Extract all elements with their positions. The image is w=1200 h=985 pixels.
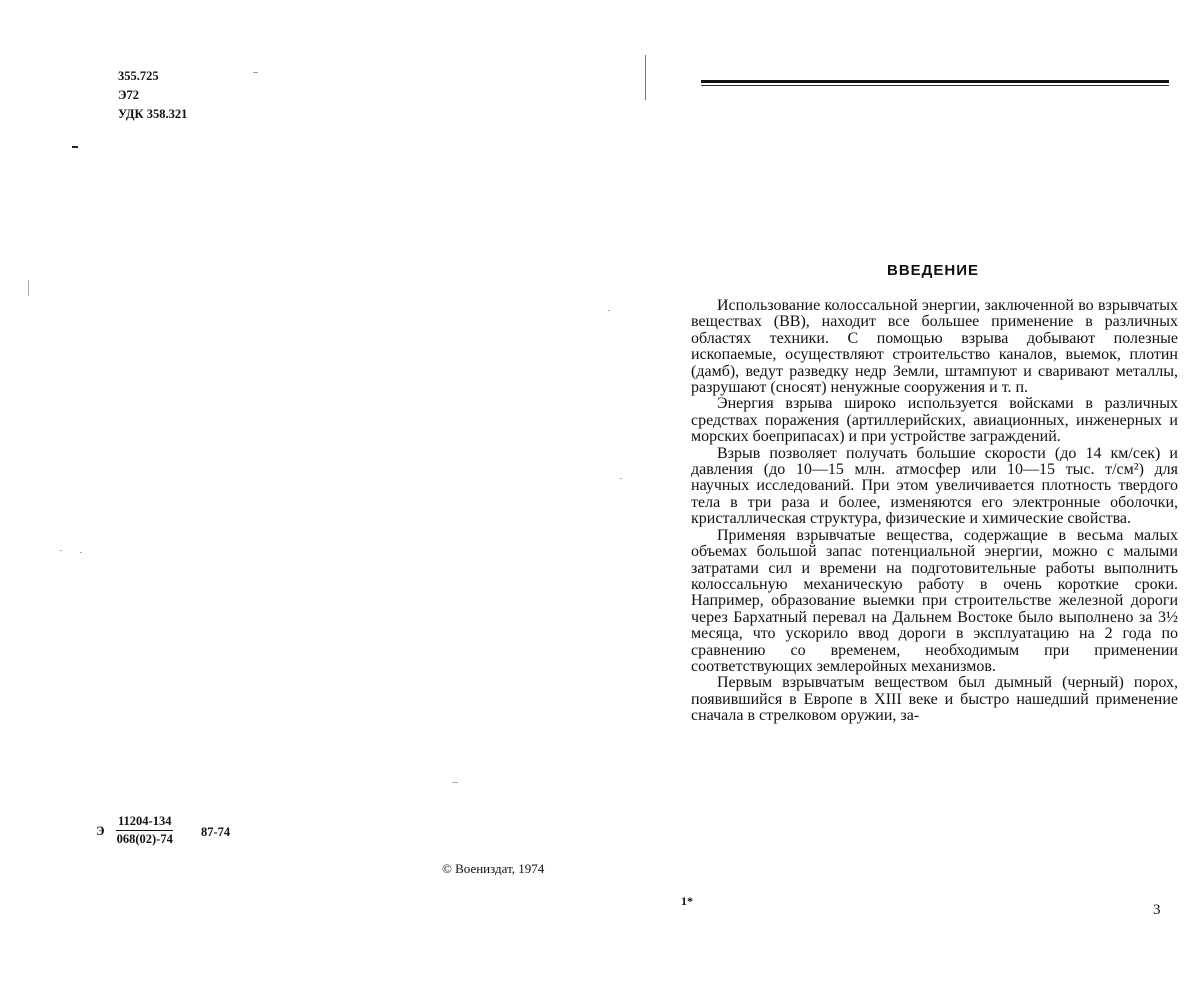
signature-mark: 1* xyxy=(681,894,693,908)
speck xyxy=(620,478,622,479)
page-number: 3 xyxy=(1153,902,1161,918)
speck xyxy=(28,280,29,296)
paragraph: Применяя взрывчатые вещества, содержащие в весьма малых объемах большой запас потенциальной энергии, можно с малыми затратами сил и времени на подготовительные работы выполнить колоссальную механическую работу в очень короткие сроки. Например, образование выемки при строительстве железной дороги через Бархатный перевал на Дальнем Востоке было выполнено за 3½ месяца, что ускорило ввод дороги в эксплуатацию на 2 года по сравнению со временем, необходимым при применении соответствующих землеройных механизмов. xyxy=(691,526,1178,675)
price-code-suffix: 87-74 xyxy=(201,825,231,839)
speck xyxy=(72,146,78,148)
price-code-denominator: 068(02)-74 xyxy=(116,832,173,846)
copyright-notice: © Воениздат, 1974 xyxy=(442,861,545,876)
speck xyxy=(80,552,82,553)
right-page xyxy=(645,0,1200,985)
speck xyxy=(608,310,610,311)
top-rule xyxy=(701,80,1169,83)
print-mark xyxy=(253,72,258,73)
paragraph: Энергия взрыва широко используется войсками в различных средствах поражения (артиллерийских, авиационных, инженерных и морских боеприпасах) и при устройстве заграждений. xyxy=(691,395,1178,446)
paragraph: Использование колоссальной энергии, заключенной во взрывчатых веществах (ВВ), находит все большее применение в различных областях техники. С помощью взрыва добывают полезные ископаемые, осуществляют строительство каналов, выемок, плотин (дамб), ведут разведку недр Земли, штампуют и сваривают металлы, разрушают (сносят) ненужные сооружения и т. п. xyxy=(691,297,1178,397)
body-text xyxy=(691,298,1178,725)
section-heading: ВВЕДЕНИЕ xyxy=(887,262,979,279)
author-mark: Э72 xyxy=(118,88,139,102)
top-rule-thin xyxy=(701,85,1169,86)
speck xyxy=(452,782,458,783)
price-code-fraction xyxy=(116,814,173,847)
catalog-codes xyxy=(118,67,187,124)
speck xyxy=(60,550,62,551)
price-code-numerator: 11204-134 xyxy=(116,814,173,831)
udc-code: УДК 358.321 xyxy=(118,107,188,121)
paragraph: Первым взрывчатым веществом был дымный (черный) порох, появившийся в Европе в XIII веке и быстро нашедший применение сначала в стрелковом оружии, за- xyxy=(691,674,1178,725)
paragraph: Взрыв позволяет получать большие скорости (до 14 км/сек) и давления (до 10—15 млн. атмосфер или 10—15 тыс. т/см²) для научных исследований. При этом увеличивается плотность твердого тела в три раза и более, изменяются его электронные оболочки, кристаллическая структура, физические и химические свойства. xyxy=(691,444,1178,528)
bbk-code: 355.725 xyxy=(118,69,159,83)
price-code-prefix: Э xyxy=(96,824,105,838)
